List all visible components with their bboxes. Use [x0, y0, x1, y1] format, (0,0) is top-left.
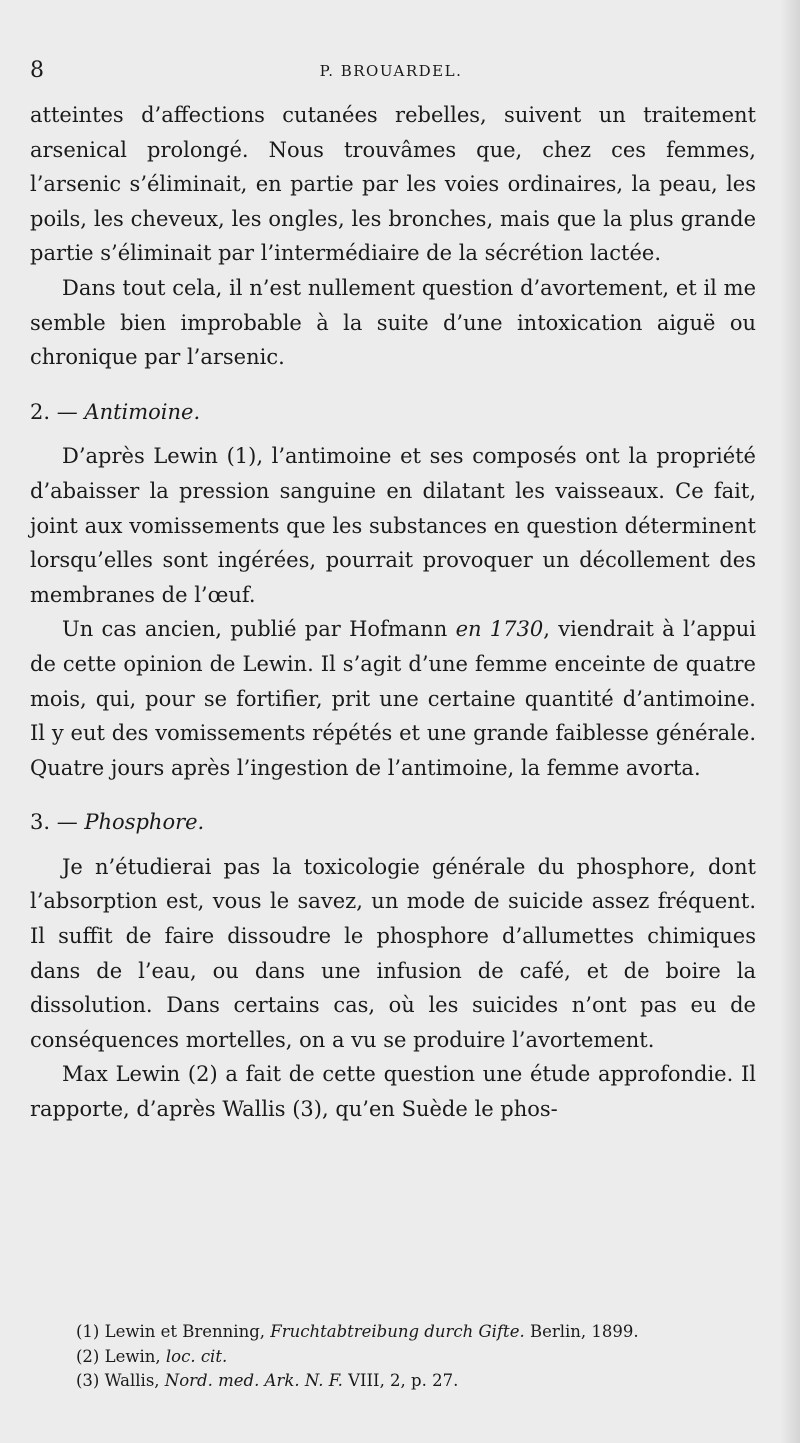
running-head	[30, 58, 752, 92]
paragraph-antimoine-2	[30, 612, 756, 785]
footnote-italic: Nord. med. Ark. N. F.	[164, 1371, 343, 1390]
footnote-number: (3)	[76, 1371, 100, 1390]
section-title: Antimoine.	[84, 399, 201, 424]
paragraph-text: Un cas ancien, publié par Hofmann	[62, 617, 456, 642]
paragraph-phosphore-2: Max Lewin (2) a fait de cette question une étude approfondie. Il rapporte, d’après Wallis (3), qu’en Suède le phos-	[30, 1062, 756, 1122]
paragraph-arsenic-conclusion: Dans tout cela, il n’est nullement question d’avortement, et il me semble bien improbable à la suite d’une intoxication aiguë ou chronique par l’arsenic.	[30, 275, 756, 370]
paragraph-text: , viendrait à l’appui de cette opinion de Lewin. Il s’agit d’une femme enceinte de quatre mois, qui, pour se fortifier, prit une certaine quantité d’antimoine. Il y eut des vomissements répétés et une grande faiblesse générale. Quatre jours après l’ingestion de l’antimoine, la femme avorta.	[30, 617, 756, 780]
running-head-author: P. BROUARDEL.	[319, 62, 463, 80]
paragraph-antimoine-1: D’après Lewin (1), l’antimoine et ses composés ont la propriété d’abaisser la pression sanguine en dilatant les vaisseaux. Ce fait, joint aux vomissements que les substances en question déterminent lorsqu’elles sont ingérées, pourrait provoquer un décollement des membranes de l’œuf.	[30, 444, 756, 607]
footnote-number: (1)	[76, 1322, 100, 1341]
paragraph-arsenic-end: atteintes d’affections cutanées rebelles, suivent un traitement arsenical prolongé. Nous trouvâmes que, chez ces femmes, l’arsenic s’éliminait, en partie par les voies ordinaires, la peau, les poils, les cheveux, les ongles, les bronches, mais que la plus grande partie s’éliminait par l’intermédiaire de la sécrétion lactée.	[30, 103, 756, 266]
footnote-number: (2)	[76, 1346, 100, 1366]
footnote-italic: loc. cit.	[165, 1346, 228, 1366]
section-heading-antimoine	[30, 395, 756, 430]
page-edge-shadow	[780, 0, 800, 1443]
italic-date: en 1730	[455, 617, 544, 642]
section-number: 2. —	[30, 399, 78, 424]
section-number: 3. —	[30, 810, 78, 835]
footnote-1	[76, 1320, 776, 1345]
section-heading-phosphore	[30, 805, 756, 840]
footnote-italic: Fruchtabtreibung durch Gifte.	[270, 1322, 525, 1341]
footnote-text: VIII, 2, p. 27.	[348, 1371, 459, 1390]
footnote-text: Wallis,	[104, 1371, 160, 1390]
footnote-text: Berlin, 1899.	[529, 1322, 639, 1341]
footnote-3	[76, 1369, 776, 1394]
paragraph-phosphore-1: Je n’étudierai pas la toxicologie générale du phosphore, dont l’absorption est, vous le savez, un mode de suicide assez fréquent. Il suffit de faire dissoudre le phosphore d’allumettes chimiques dans de l’eau, ou dans une infusion de café, et de boire la dissolution. Dans certains cas, où les suicides n’ont pas eu de conséquences mortelles, on a vu se produire l’avortement.	[30, 854, 756, 1052]
footnote-2	[76, 1345, 776, 1370]
page-number: 8	[30, 58, 44, 83]
body-text	[30, 98, 756, 1127]
footnote-text: Lewin,	[104, 1346, 161, 1366]
footnotes	[76, 1320, 776, 1394]
footnote-text: Lewin et Brenning,	[104, 1322, 266, 1341]
section-title: Phosphore.	[84, 810, 205, 835]
